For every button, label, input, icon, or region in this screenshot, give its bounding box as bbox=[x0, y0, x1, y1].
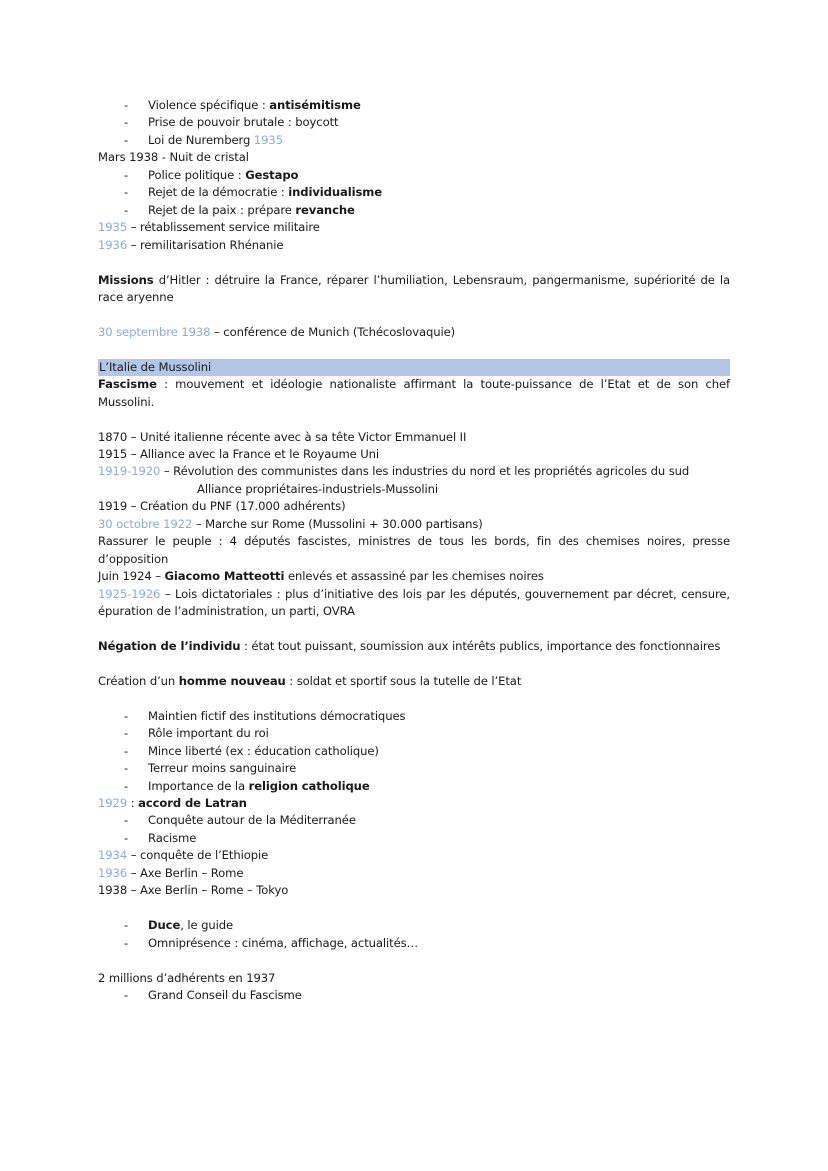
text-line bbox=[98, 865, 730, 882]
bold-text: accord de Latran bbox=[138, 796, 247, 811]
text: Création d’un bbox=[98, 673, 179, 688]
text: 1938 – Axe Berlin – Rome – Tokyo bbox=[98, 883, 289, 898]
bullet-dash: - bbox=[124, 935, 129, 950]
text: Rôle important du roi bbox=[148, 726, 269, 741]
date-text: 1936 bbox=[98, 865, 128, 880]
bullet-item bbox=[98, 708, 730, 725]
blank-line bbox=[98, 690, 730, 707]
date-text: 1934 bbox=[98, 848, 128, 863]
date-text: 1929 bbox=[98, 796, 128, 811]
text: – Révolution des communistes dans les industries du nord et les propriétés agricoles du sud bbox=[160, 464, 690, 479]
text-line bbox=[98, 149, 730, 166]
text: Mars 1938 - Nuit de cristal bbox=[98, 150, 249, 165]
blank-line bbox=[98, 655, 730, 672]
indented-line bbox=[98, 481, 730, 498]
blank-line bbox=[98, 411, 730, 428]
text: : bbox=[127, 796, 139, 811]
bullet-item bbox=[98, 812, 730, 829]
bullet-dash: - bbox=[124, 115, 129, 130]
date-text: 1935 bbox=[98, 220, 128, 235]
text: Maintien fictif des institutions démocratiques bbox=[148, 708, 406, 723]
bullet-dash: - bbox=[124, 185, 129, 200]
text: : état tout puissant, soumission aux intérêts publics, importance des fonctionnaires bbox=[240, 638, 721, 653]
text-line bbox=[98, 638, 730, 655]
bullet-item bbox=[98, 760, 730, 777]
text: enlevés et assassiné par les chemises noires bbox=[284, 569, 544, 584]
text: 1870 – Unité italienne récente avec à sa tête Victor Emmanuel II bbox=[98, 429, 467, 444]
bullet-dash: - bbox=[124, 708, 129, 723]
text: 1915 – Alliance avec la France et le Royaume Uni bbox=[98, 447, 380, 461]
bullet-item bbox=[98, 778, 730, 795]
text: : soldat et sportif sous la tutelle de l’Etat bbox=[285, 673, 522, 688]
date-text: 1925-1926 bbox=[98, 586, 161, 601]
text: 2 millions d’adhérents en 1937 bbox=[98, 970, 276, 985]
blank-line bbox=[98, 254, 730, 271]
date-text: 30 octobre 1922 bbox=[98, 516, 193, 531]
bullet-item bbox=[98, 132, 730, 149]
bold-text: Négation de l’individu bbox=[98, 638, 241, 653]
text-line bbox=[98, 847, 730, 864]
text: Rejet de la paix : prépare bbox=[148, 202, 296, 217]
text: d’Hitler : détruire la France, réparer l’humiliation, Lebensraum, pangermanisme, supériorité de la race aryenne bbox=[98, 272, 730, 304]
text-line bbox=[98, 568, 730, 585]
text: – Marche sur Rome (Mussolini + 30.000 partisans) bbox=[192, 516, 483, 531]
text-line bbox=[98, 429, 730, 446]
bold-text: Missions bbox=[98, 272, 154, 287]
bullet-item bbox=[98, 830, 730, 847]
bullet-item bbox=[98, 97, 730, 114]
bold-text: Fascisme bbox=[98, 377, 157, 392]
text: – Axe Berlin – Rome bbox=[127, 865, 244, 880]
bold-text: revanche bbox=[295, 202, 355, 217]
bullet-dash: - bbox=[124, 918, 129, 933]
text: Violence spécifique : bbox=[148, 98, 270, 112]
text-line bbox=[98, 795, 730, 812]
text-line bbox=[98, 446, 730, 463]
text-line bbox=[98, 970, 730, 987]
text: Mince liberté (ex : éducation catholique) bbox=[148, 743, 379, 758]
text: L’Italie de Mussolini bbox=[99, 359, 212, 374]
bullet-dash: - bbox=[124, 98, 129, 112]
blank-line bbox=[98, 341, 730, 358]
text-line bbox=[98, 219, 730, 236]
text: – conférence de Munich (Tchécoslovaquie) bbox=[210, 324, 456, 339]
bullet-dash: - bbox=[124, 778, 129, 793]
text: Rassurer le peuple : 4 députés fascistes, ministres de tous les bords, fin des chemises noires, presse d’opposition bbox=[98, 534, 730, 566]
text: Grand Conseil du Fascisme bbox=[148, 987, 302, 1002]
text: – conquête de l’Ethiopie bbox=[127, 848, 269, 863]
blank-line bbox=[98, 900, 730, 917]
bold-text: Duce bbox=[148, 918, 181, 933]
bold-text: homme nouveau bbox=[178, 673, 286, 688]
text: Omniprésence : cinéma, affichage, actualités… bbox=[148, 935, 419, 950]
text: 1919 – Création du PNF (17.000 adhérents) bbox=[98, 499, 346, 514]
bold-text: antisémitisme bbox=[269, 98, 361, 112]
bullet-item bbox=[98, 935, 730, 952]
blank-line bbox=[98, 621, 730, 638]
bullet-dash: - bbox=[124, 987, 129, 1002]
text: – remilitarisation Rhénanie bbox=[127, 237, 284, 252]
bold-text: individualisme bbox=[288, 185, 383, 200]
text: Terreur moins sanguinaire bbox=[148, 761, 297, 776]
date-text: 1935 bbox=[253, 132, 283, 147]
bullet-dash: - bbox=[124, 813, 129, 828]
bullet-dash: - bbox=[124, 132, 129, 147]
date-text: 30 septembre 1938 bbox=[98, 324, 211, 339]
bullet-item bbox=[98, 184, 730, 201]
bold-text: Gestapo bbox=[245, 167, 299, 182]
text: Prise de pouvoir brutale : boycott bbox=[148, 115, 339, 130]
bullet-item bbox=[98, 202, 730, 219]
text-line bbox=[98, 586, 730, 621]
bullet-dash: - bbox=[124, 830, 129, 845]
text: : mouvement et idéologie nationaliste affirmant la toute-puissance de l’Etat et de son chef Mussolini. bbox=[98, 377, 730, 409]
text-line bbox=[98, 324, 730, 341]
bullet-dash: - bbox=[124, 202, 129, 217]
text-line bbox=[98, 516, 730, 533]
bullet-item bbox=[98, 167, 730, 184]
text-line bbox=[98, 463, 730, 480]
text: Loi de Nuremberg bbox=[148, 132, 254, 147]
bullet-item bbox=[98, 987, 730, 1004]
text-line bbox=[98, 376, 730, 411]
text-line bbox=[98, 533, 730, 568]
bullet-dash: - bbox=[124, 167, 129, 182]
text: Alliance propriétaires-industriels-Mussolini bbox=[197, 481, 438, 496]
blank-line bbox=[98, 306, 730, 323]
date-text: 1936 bbox=[98, 237, 128, 252]
text: – rétablissement service militaire bbox=[127, 220, 320, 235]
text-line bbox=[98, 673, 730, 690]
bold-text: religion catholique bbox=[248, 778, 370, 793]
text-line bbox=[98, 272, 730, 307]
text: Juin 1924 – bbox=[98, 569, 165, 584]
text: Racisme bbox=[148, 830, 197, 845]
text-line bbox=[98, 498, 730, 515]
date-text: 1919-1920 bbox=[98, 464, 161, 479]
document-body bbox=[98, 97, 730, 1004]
blank-line bbox=[98, 952, 730, 969]
text: – Lois dictatoriales : plus d’initiative des lois par les députés, gouvernement par décret, censure, épuration de l’administration, un parti, OVRA bbox=[98, 586, 730, 619]
bullet-dash: - bbox=[124, 761, 129, 776]
bullet-dash: - bbox=[124, 726, 129, 741]
bullet-item bbox=[98, 114, 730, 131]
bullet-dash: - bbox=[124, 743, 129, 758]
text-line bbox=[98, 237, 730, 254]
text: Police politique : bbox=[148, 167, 246, 182]
bullet-item bbox=[98, 917, 730, 934]
text: Importance de la bbox=[148, 778, 249, 793]
bullet-item bbox=[98, 743, 730, 760]
text: Conquête autour de la Méditerranée bbox=[148, 813, 356, 828]
text-line bbox=[98, 882, 730, 899]
section-heading bbox=[98, 359, 730, 376]
bullet-item bbox=[98, 725, 730, 742]
text: Rejet de la démocratie : bbox=[148, 185, 289, 200]
bold-text: Giacomo Matteotti bbox=[164, 569, 285, 584]
text: , le guide bbox=[180, 918, 234, 933]
